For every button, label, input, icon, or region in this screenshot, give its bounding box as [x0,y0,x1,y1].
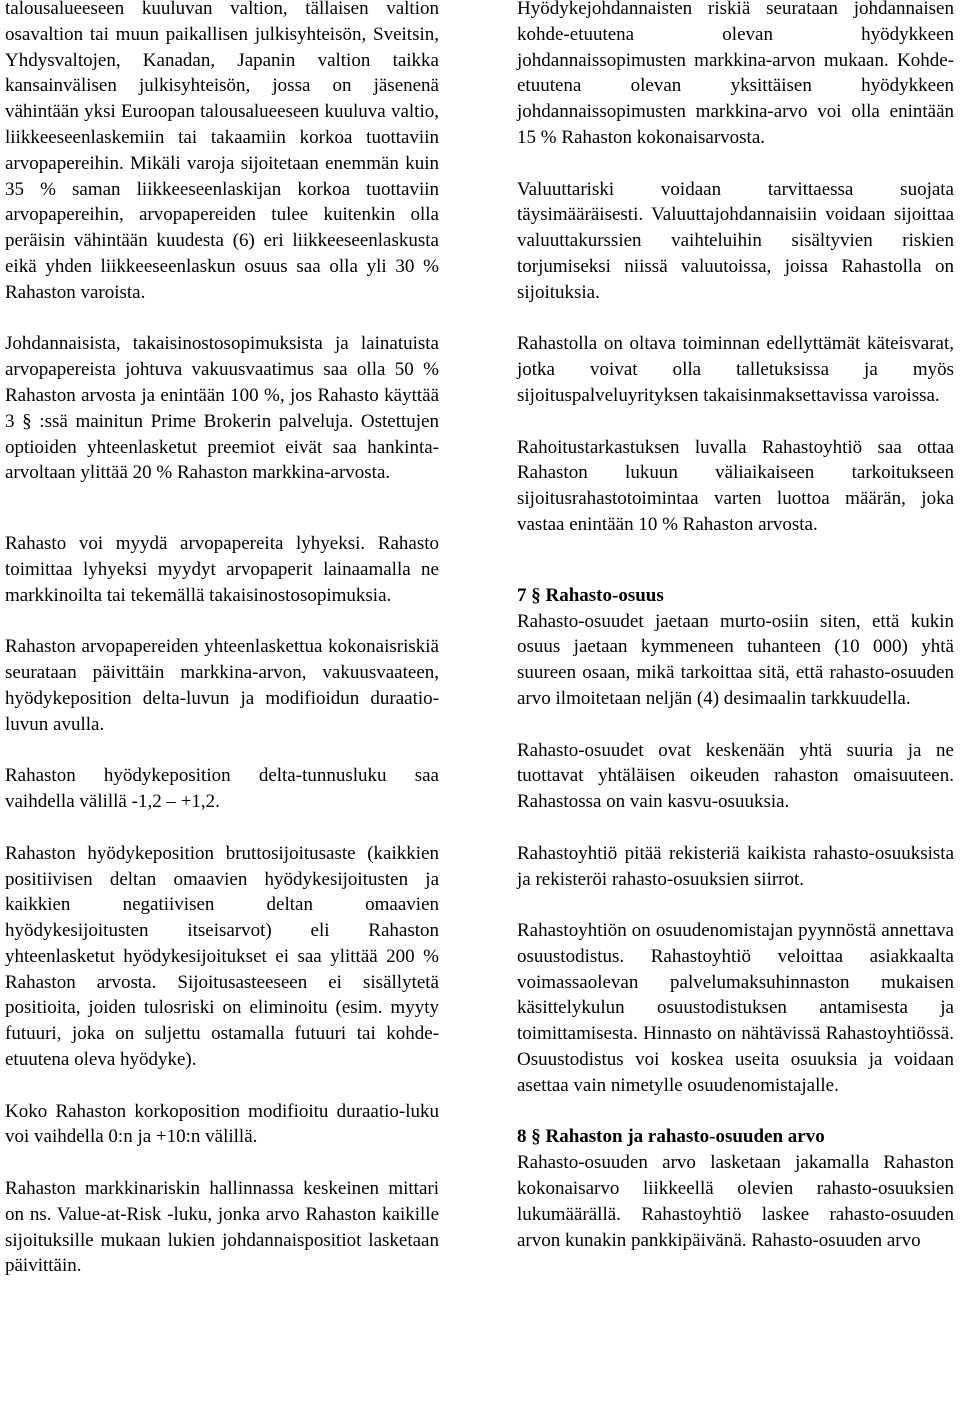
section-8-heading: 8 § Rahaston ja rahasto-osuuden arvo [517,1126,825,1148]
paragraph-unit-fractions: Rahasto-osuudet jaetaan murto-osiin siten, että kukin osuus jaetaan kymmeneen tuhanteen (10 000) yhtä suureen osaan, mikä tarkoittaa sitä, että rahasto-osuuden arvo ilmoitetaan neljän (4) desimaalin tarkkuudella. [517,610,954,709]
paragraph-delta-range: Rahaston hyödykeposition delta-tunnusluku saa vaihdella välillä -1,2 – +1,2. [5,765,439,813]
paragraph-total-risk: Rahaston arvopapereiden yhteenlaskettua kokonaisriskiä seurataan päivittäin markkina-arvon, vakuusvaateen, hyödykeposition delta-luvun ja modifioidun duraatio-luvun avulla. [5,636,439,735]
section-7-fund-unit [517,583,954,1099]
paragraph-commodity-derivatives: Hyödykejohdannaisten riskiä seurataan johdannaisen kohde-etuutena olevan hyödykkeen johdannaissopimusten markkina-arvon mukaan. Kohde-etuutena olevan yksittäisen hyödykkeen johdannaissopimusten markkina-arvo voi olla enintään 15 % Rahaston kokonaisarvosta. [517,0,954,148]
paragraph-value-at-risk: Rahaston markkinariskin hallinnassa keskeinen mittari on ns. Value-at-Risk -luku, jonka arvo Rahaston kaikille sijoituksille mukaan lukien johdannaispositiot lasketaan päivittäin. [5,1178,439,1277]
section-8-fund-value [517,1124,954,1253]
paragraph-currency-risk: Valuuttariski voidaan tarvittaessa suojata täysimääräisesti. Valuuttajohdannaisiin voidaan sijoittaa valuuttakurssien vaihteluihin sisältyvien riskien torjumiseksi niissä valuutoissa, joissa Rahastolla on sijoituksia. [517,178,954,303]
section-7-heading: 7 § Rahasto-osuus [517,584,664,606]
paragraph-unit-value-calculation: Rahasto-osuuden arvo lasketaan jakamalla Rahaston kokonaisarvo liikkeellä olevien rahasto-osuuksien lukumäärällä. Rahastoyhtiö laskee rahasto-osuuden arvon kunakin pankkipäivänä. Rahasto-osuuden arvo [517,1152,954,1251]
paragraph-collateral-requirement: Johdannaisista, takaisinostosopimuksista ja lainatuista arvopapereista johtuva vakuusvaatimus saa olla 50 % Rahaston arvosta ja enintään 100 %, jos Rahasto käyttää 3 § :ssä mainitun Prime Brokerin palveluja. Ostettujen optioiden yhteenlasketut preemiot eivät saa hankinta-arvoltaan ylittää 20 % Rahaston markkina-arvosta. [5,333,439,484]
paragraph-unit-register: Rahastoyhtiö pitää rekisteriä kaikista rahasto-osuuksista ja rekisteröi rahasto-osuuksien siirrot. [517,842,954,890]
paragraph-gross-exposure: Rahaston hyödykeposition bruttosijoitusaste (kaikkien positiivisen deltan omaavien hyödykesijoitusten ja kaikkien negatiivisen deltan omaavien hyödykesijoitusten itseisarvot) eli Rahaston yhteenlasketut hyödykesijoitukset ei saa ylittää 200 % Rahaston arvosta. Sijoitusasteeseen ei sisällytetä positioita, joiden tulosriski on eliminoitu (esim. myyty futuuri, joka on suljettu ostamalla futuuri tai kohde-etuutena oleva hyödyke). [5,842,439,1071]
paragraph-investment-limits: talousalueeseen kuuluvan valtion, tällaisen valtion osavaltion tai muun paikallisen julkisyhteisön, Sveitsin, Yhdysvaltojen, Kanadan, Japanin valtion taikka kansainvälisen julkisyhteisön, jossa on jäsenenä vähintään yksi Euroopan talousalueeseen kuuluva valtio, liikkeeseenlaskemiin tai takaamiin korkoa tuottaviin arvopapereihin. Mikäli varoja sijoitetaan enemmän kuin 35 % saman liikkeeseenlaskijan korkoa tuottaviin arvopapereihin, arvopapereiden tulee kuitenkin olla peräisin vähintään kuudesta (6) eri liikkeeseenlaskusta eikä yhden liikkeeseenlaskun osuus saa olla yli 30 % Rahaston varoista. [5,0,439,303]
paragraph-temporary-credit: Rahoitustarkastuksen luvalla Rahastoyhtiö saa ottaa Rahaston lukuun väliaikaiseen tarkoitukseen sijoitusrahastotoimintaa varten luottoa määrän, joka vastaa enintään 10 % Rahaston arvosta. [517,436,954,535]
right-column [517,0,954,1279]
paragraph-cash-holdings: Rahastolla on oltava toiminnan edellyttämät käteisvarat, jotka voivat olla talletuksissa ja myös sijoituspalveluyrityksen takaisinmaksettavissa varoissa. [517,333,954,406]
paragraph-duration: Koko Rahaston korkoposition modifioitu duraatio-luku voi vaihdella 0:n ja +10:n välillä. [5,1100,439,1148]
paragraph-short-selling: Rahasto voi myydä arvopapereita lyhyeksi. Rahasto toimittaa lyhyeksi myydyt arvopaperit lainaamalla ne markkinoilta tai tekemällä takaisinostosopimuksia. [5,533,439,606]
left-column [5,0,439,1305]
paragraph-unit-equality: Rahasto-osuudet ovat keskenään yhtä suuria ja ne tuottavat yhtäläisen oikeuden rahaston omaisuuteen. Rahastossa on vain kasvu-osuuksia. [517,739,954,813]
paragraph-unit-certificate: Rahastoyhtiön on osuudenomistajan pyynnöstä annettava osuustodistus. Rahastoyhtiö veloittaa asiakkaalta voimassaolevan palvelumaksuhinnaston mukaisen käsittelykulun osuustodistuksen antamisesta ja toimittamisesta. Hinnasto on nähtävissä Rahastoyhtiössä. Osuustodistus voi koskea useita osuuksia ja voidaan asettaa vain nimetylle osuudenomistajalle. [517,920,954,1096]
